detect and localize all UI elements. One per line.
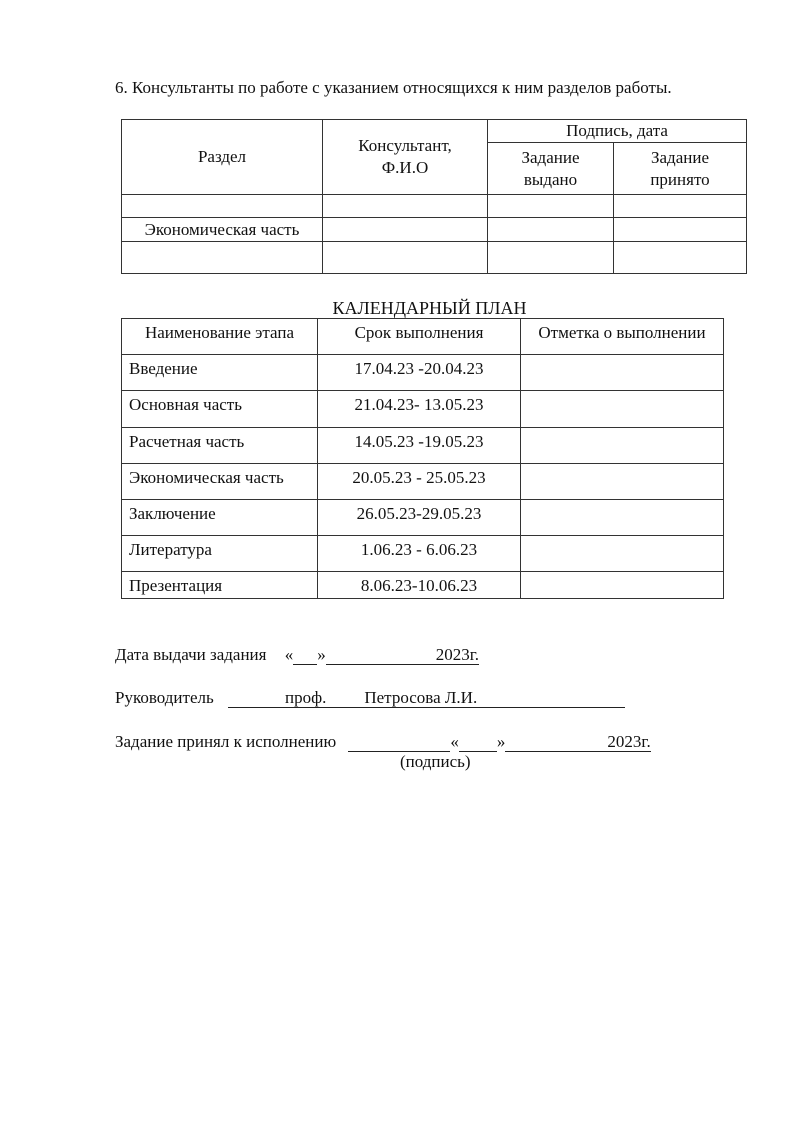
accepted-quote-open: « [450,732,459,751]
accepted-signature-blank [348,733,450,752]
calendar-stage: Презентация [122,572,318,599]
calendar-header-term: Срок выполнения [318,319,521,355]
accepted-quote-close: » [496,732,506,751]
calendar-mark [521,572,724,599]
consultant-row-1-section [122,195,323,218]
section6-heading: 6. Консультанты по работе с указанием относящихся к ним разделов работы. [115,78,672,97]
signature-caption: (подпись) [400,752,471,771]
calendar-row [122,572,724,599]
consultant-row-1-consultant [323,195,488,218]
supervisor-line [115,688,625,708]
header-issued: Задание выдано [521,147,580,189]
consultants-table [121,119,747,274]
calendar-row [122,391,724,428]
issue-month-blank [326,646,436,665]
consultant-row-3-accepted [614,242,747,274]
calendar-mark [521,391,724,428]
header-accepted: Задание принято [650,147,710,189]
calendar-stage: Расчетная часть [122,428,318,464]
calendar-row [122,464,724,500]
calendar-stage: Литература [122,536,318,572]
calendar-stage: Экономическая часть [122,464,318,500]
header-consultant-cell [323,120,488,195]
issue-day-blank [293,646,317,665]
calendar-table [121,318,724,599]
calendar-row [122,500,724,536]
issue-year: 2023г. [435,645,480,664]
calendar-title: КАЛЕНДАРНЫЙ ПЛАН [332,298,527,318]
accepted-year: 2023г. [607,732,651,751]
header-consultant: Консультант, Ф.И.О [358,135,452,178]
calendar-header-stage: Наименование этапа [122,319,318,355]
supervisor-value [228,689,625,708]
calendar-stage: Введение [122,355,318,391]
calendar-term: 17.04.23 -20.04.23 [318,355,521,391]
calendar-mark [521,536,724,572]
consultant-row-2-section: Экономическая часть [122,218,323,242]
accepted-day-blank [459,733,497,752]
consultant-row-2-accepted [614,218,747,242]
quote-close: » [317,645,326,664]
accepted-label: Задание принял к исполнению [115,732,337,751]
calendar-stage: Основная часть [122,391,318,428]
calendar-term: 20.05.23 - 25.05.23 [318,464,521,500]
calendar-row [122,536,724,572]
issue-date-line [115,645,479,665]
consultant-row-2-issued [488,218,614,242]
header-section: Раздел [122,120,323,195]
issue-date-label: Дата выдачи задания [115,645,267,664]
consultant-row-3-issued [488,242,614,274]
header-signature-date: Подпись, дата [488,120,747,143]
header-issued-cell [488,143,614,195]
quote-open: « [284,645,294,664]
calendar-term: 21.04.23- 13.05.23 [318,391,521,428]
calendar-mark [521,355,724,391]
consultant-row-1-issued [488,195,614,218]
consultant-row-1-accepted [614,195,747,218]
calendar-stage: Заключение [122,500,318,536]
supervisor-title: проф. [284,688,327,707]
accepted-month-blank [505,733,607,752]
calendar-header-mark: Отметка о выполнении [521,319,724,355]
calendar-term: 26.05.23-29.05.23 [318,500,521,536]
calendar-term: 14.05.23 -19.05.23 [318,428,521,464]
calendar-row [122,355,724,391]
header-accepted-cell [614,143,747,195]
supervisor-name: Петросова Л.И. [364,688,478,707]
calendar-mark [521,500,724,536]
calendar-mark [521,428,724,464]
calendar-term: 1.06.23 - 6.06.23 [318,536,521,572]
calendar-mark [521,464,724,500]
calendar-term: 8.06.23-10.06.23 [318,572,521,599]
accepted-line [115,732,651,752]
consultant-row-3-consultant [323,242,488,274]
consultant-row-2-consultant [323,218,488,242]
supervisor-label: Руководитель [115,688,214,707]
calendar-row [122,428,724,464]
consultant-row-3-section [122,242,323,274]
